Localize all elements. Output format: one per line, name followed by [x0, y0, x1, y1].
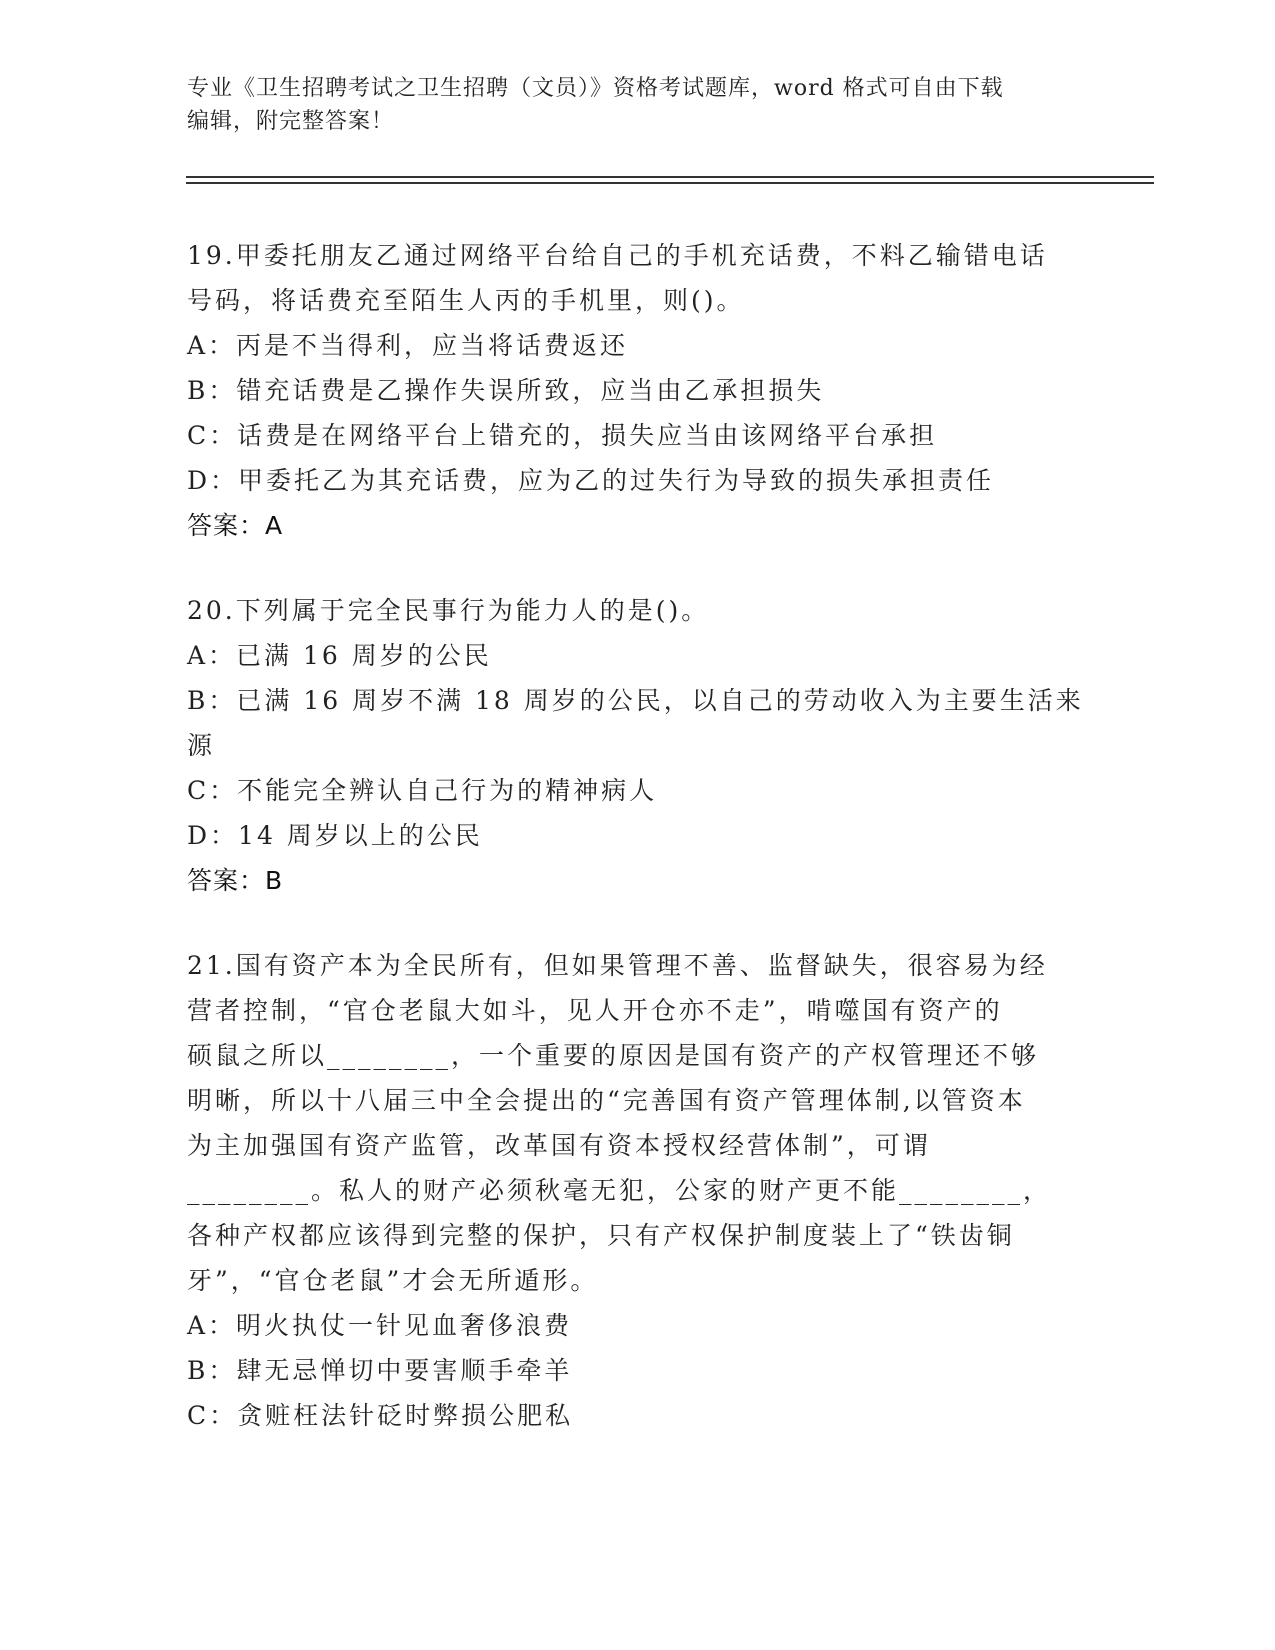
question-text-line: 营者控制，“官仓老鼠大如斗，见人开仓亦不走”，啃噬国有资产的 — [187, 996, 1003, 1025]
header-rule-top — [186, 176, 1154, 178]
header-rule-bottom — [186, 182, 1154, 184]
question-text-line: 为主加强国有资产监管，改革国有资本授权经营体制”，可谓 — [187, 1131, 931, 1160]
question-text-line: 牙”，“官仓老鼠”才会无所遁形。 — [187, 1266, 599, 1295]
header-line-1: 专业《卫生招聘考试之卫生招聘（文员）》资格考试题库，word 格式可自由下载 — [187, 76, 1004, 101]
question-text-line: 21.国有资产本为全民所有，但如果管理不善、监督缺失，很容易为经 — [187, 951, 1048, 980]
question-text-line: 明晰，所以十八届三中全会提出的“完善国有资产管理体制,以管资本 — [187, 1086, 1026, 1115]
option-c: C：话费是在网络平台上错充的，损失应当由该网络平台承担 — [187, 421, 938, 450]
option-c: C：不能完全辨认自己行为的精神病人 — [187, 776, 658, 805]
option-b-continued: 源 — [187, 731, 216, 760]
question-19 — [187, 233, 1087, 548]
answer-label: 答案：B — [187, 866, 284, 895]
option-b: B：已满 16 周岁不满 18 周岁的公民，以自己的劳动收入为主要生活来 — [187, 686, 1084, 715]
question-text-line: ________。私人的财产必须秋毫无犯，公家的财产更不能________， — [187, 1176, 1052, 1205]
document-header — [187, 72, 1067, 138]
option-a: A：丙是不当得利，应当将话费返还 — [187, 331, 629, 360]
option-c: C：贪赃枉法针砭时弊损公肥私 — [187, 1401, 574, 1430]
question-text-line: 20.下列属于完全民事行为能力人的是()。 — [187, 596, 710, 625]
question-text-line: 19.甲委托朋友乙通过网络平台给自己的手机充话费，不料乙输错电话 — [187, 241, 1048, 270]
answer-label: 答案：A — [187, 511, 284, 540]
question-text-line: 号码，将话费充至陌生人丙的手机里，则()。 — [187, 286, 745, 315]
option-b: B：错充话费是乙操作失误所致，应当由乙承担损失 — [187, 376, 825, 405]
question-text-line: 硕鼠之所以________，一个重要的原因是国有资产的产权管理还不够 — [187, 1041, 1040, 1070]
option-a: A：明火执仗一针见血奢侈浪费 — [187, 1311, 573, 1340]
header-line-2: 编辑，附完整答案！ — [187, 109, 395, 134]
option-d: D：14 周岁以上的公民 — [187, 821, 483, 850]
question-20 — [187, 588, 1087, 903]
question-text-line: 各种产权都应该得到完整的保护，只有产权保护制度装上了“铁齿铜 — [187, 1221, 1015, 1250]
option-a: A：已满 16 周岁的公民 — [187, 641, 492, 670]
option-d: D：甲委托乙为其充话费，应为乙的过失行为导致的损失承担责任 — [187, 466, 995, 495]
option-b: B：肆无忌惮切中要害顺手牵羊 — [187, 1356, 573, 1385]
question-list — [187, 233, 1087, 1478]
question-21 — [187, 943, 1087, 1438]
